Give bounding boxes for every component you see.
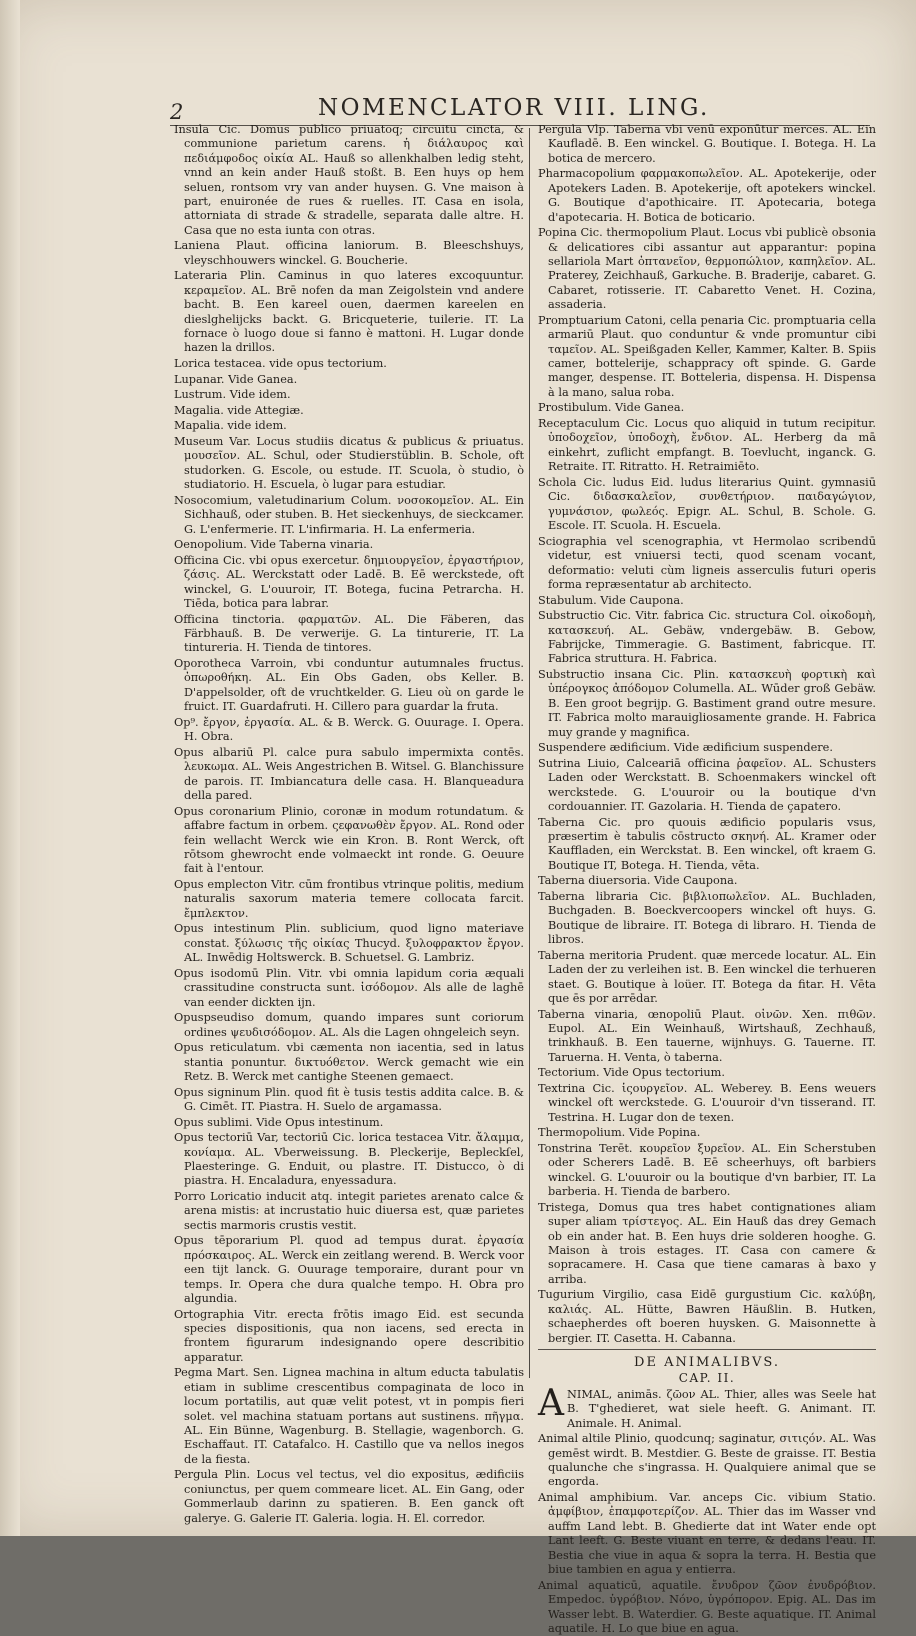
dictionary-entry: Op⁹. ἔργον, ἐργασία. AL. & B. Werck. G. Ouurage. I. Opera. H. Obra.	[174, 715, 524, 744]
dictionary-entry: Porro Loricatio inducit atq. integit parietes arenato calce & arena mistis: at incrustatio huic diuersa est, quæ parietes sectis marmoris crustis vestit.	[174, 1189, 524, 1232]
dictionary-entry: Tonstrina Terēt. κουρεῖον ξυρεῖον. AL. Ein Scherstuben oder Scherers Ladē. B. Eē scheerhuys, oft barbiers winckel. G. L'ouuroir ou la boutique d'vn barbier, IT. La barberia. H. Tienda de barbero.	[538, 1141, 876, 1199]
dictionary-entry: Suspendere ædificium. Vide ædificium suspendere.	[538, 741, 833, 755]
dictionary-entry: Opus isodomū Plin. Vitr. vbi omnia lapidum coria æquali crassitudine constructa sunt. ἰσόδομον. Als alle de laghē van eender dickten ijn.	[174, 966, 524, 1009]
dictionary-entry: Lorica testacea. vide opus tectorium.	[174, 357, 387, 371]
page-number: 2	[170, 100, 184, 124]
dictionary-entry: Sciographia vel scenographia, vt Hermolao scribendū videtur, est vniuersi tecti, quod scenam vocant, deformatio: veluti cùm ligneis asserculis futuri operis forma repræsentatur ab architecto.	[538, 534, 876, 591]
dictionary-entry: Opus signinum Plin. quod fit è tusis testis addita calce. B. & G. Cimēt. IT. Piastra. H. Suelo de argamassa.	[174, 1085, 524, 1113]
dictionary-entry: Substructio insana Cic. Plin. κατασκευὴ φορτικὴ καὶ ὑπέρογκος ἀπόδομον Columella. AL. Wūder groß Gebäw. B. Een groot begrijp. G. Bastiment grand outre mesure. IT. Fabrica molto marauigliosamente grande. H. Fabrica muy grande y magnifica.	[538, 667, 876, 739]
running-title: NOMENCLATOR VIII. LING.	[318, 95, 710, 121]
dictionary-entry: Animal altile Plinio, quodcunq; saginatur, σιτιςόν. AL. Was gemēst wirdt. B. Mestdier. G. Beste de graisse. IT. Bestia qualunche che s'ingrassa. H. Qualquiere animal que se engorda.	[538, 1432, 876, 1489]
left-column	[174, 123, 524, 1525]
dictionary-entry: Textrina Cic. ἱςουργεῖον. AL. Weberey. B. Eens weuers winckel oft werckstede. G. L'ouuroir d'vn tisserand. IT. Testrina. H. Lugar don de texen.	[538, 1081, 876, 1124]
dictionary-entry: Taberna libraria Cic. βιβλιοπωλεῖον. AL. Buchladen, Buchgaden. B. Boeckvercoopers winckel oft huys. G. Boutique de libraire. IT. Botega di libraro. H. Tienda de libros.	[538, 889, 876, 947]
dictionary-entry: Receptaculum Cic. Locus quo aliquid in tutum recipitur. ὑποδοχεῖον, ὑποδοχὴ, ἔνδιον. AL. Herberg da mā einkehrt, zuflicht empfangt. B. Toevlucht, inganck. G. Retraite. IT. Ritratto. H. Retraimiēto.	[538, 417, 876, 474]
dictionary-entry: Officina Cic. vbi opus exercetur. δημιουργεῖον, ἐργαστήριον, ζάσις. AL. Werckstatt oder Ladē. B. Eē werckstede, oft winckel, G. L'ouuroir, IT. Botega, fucina Petrarcha. H. Tiēda, botica para labrar.	[174, 553, 524, 611]
dictionary-entry: Prostibulum. Vide Ganea.	[538, 401, 685, 415]
dictionary-entry: Pergula Vlp. Taberna vbi venū exponūtur merces. AL. Ein Kaufladē. B. Een winckel. G. Boutique. I. Botega. H. La botica de mercero.	[538, 123, 876, 165]
page-gutter-shadow	[0, 0, 20, 1536]
dictionary-entry: Substructio Cic. Vitr. fabrica Cic. structura Col. οἰκοδομὴ, κατασκευή. AL. Gebäw, vndergebäw. B. Gebow, Fabrijcke, Timmeragie. G. Bastiment, fabricque. IT. Fabrica struttura. H. Fabrica.	[538, 609, 876, 666]
dictionary-entry: Promptuarium Catoni, cella penaria Cic. promptuaria cella armariū Plaut. quo conduntur & vnde promuntur cibi ταμεῖον. AL. Speißgaden Keller, Kammer, Kalter. B. Spiis camer, bottelerije, schappracy oft spinde. G. Garde manger, despense. IT. Botteleria, dispensa. H. Dispensa à la mano, salua roba.	[538, 313, 876, 399]
dictionary-entry: Animal aquaticū, aquatile. ἔνυδρον ζῶον ἐνυδρόβιον. Empedoc. ὑγρόβιον. Νόνο, ὑγρόπορον. Epig. AL. Das im Wasser lebt. B. Waterdier. G. Beste aquatique. IT. Animal aquatile. H. Lo que biue en agua.	[538, 1578, 876, 1635]
dictionary-entry: Tristega, Domus qua tres habet contignationes aliam super aliam τρίστεγος. AL. Ein Hauß das drey Gemach ob ein ander hat. B. Een huys drie solderen hooghe. G. Maison à trois estages. IT. Casa con camere & sopracamere. H. Casa que tiene camaras à baxo y arriba.	[538, 1200, 876, 1286]
dictionary-entry: Taberna vinaria, œnopoliū Plaut. οἰνῶν. Xen. πιθῶν. Eupol. AL. Ein Weinhauß, Wirtshauß, Zechhauß, trinkhauß. B. Een tauerne, wijnhuys. G. Tauerne. IT. Taruerna. H. Venta, ò taberna.	[538, 1007, 876, 1064]
dictionary-entry: Tectorium. Vide Opus tectorium.	[538, 1066, 725, 1080]
dictionary-entry: Pergula Plin. Locus vel tectus, vel dio expositus, ædificiis coniunctus, per quem commeare licet. AL. Ein Gang, oder Gommerlaub darinn zu spatieren. B. Een ganck oft galerye. G. Galerie IT. Galeria. logia. H. El. corredor.	[174, 1468, 524, 1525]
dictionary-entry: Opus emplecton Vitr. cūm frontibus vtrinque politis, medium naturalis saxorum materia temere collocata farcit. ἔμπλεκτον.	[174, 877, 524, 920]
dictionary-entry: Mapalia. vide idem.	[174, 419, 287, 433]
dictionary-entry: Popina Cic. thermopolium Plaut. Locus vbi publicè obsonia & delicatiores cibi assantur aut apparantur: popina sellariola Mart ὀπτανεῖον, θερμοπώλιον, καπηλεῖον. AL. Praterey, Zeichhauß, Garkuche. B. Braderije, cabaret. G. Cabaret, rotisserie. IT. Cabaretto Venet. H. Cozina, assaderia.	[538, 226, 876, 312]
dictionary-entry: Taberna diuersoria. Vide Caupona.	[538, 874, 738, 888]
section-title: DE ANIMALIBVS.	[634, 1355, 780, 1371]
dictionary-entry: Schola Cic. ludus Eid. ludus literarius Quint. gymnasiū Cic. διδασκαλεῖον, συνθετήριον. παιδαγώγιον, γυμνάσιον, φωλεός. Epigr. AL. Schul, B. Schole. G. Escole. IT. Scuola. H. Escuela.	[538, 475, 876, 533]
dictionary-entry: Lupanar. Vide Ganea.	[174, 372, 298, 386]
dictionary-entry: Officina tinctoria. φαρματῶν. AL. Die Fäberen, das Färbhauß. B. De verwerije. G. La tinturerie, IT. La tintureria. H. Tienda de tintores.	[174, 612, 524, 655]
dictionary-entry: Opus tectoriū Var, tectoriū Cic. lorica testacea Vitr. ἄλαμμα, κονίαμα. AL. Vberweissung. B. Pleckerije, Bepleckſel, Plaesteringe. G. Enduit, ou plastre. IT. Distucco, ò di piastra. H. Encaladura, enyessadura.	[174, 1131, 524, 1188]
dictionary-entry: Sutrina Liuio, Calceariā officina ῥαφεῖον. AL. Schusters Laden oder Werckstatt. B. Schoenmakers winckel oft werckstede. G. L'ouuroir ou la boutique d'vn cordouannier. IT. Gazolaria. H. Tienda de çapatero.	[538, 756, 876, 813]
dictionary-entry: Magalia. vide Attegiæ.	[174, 403, 304, 417]
dictionary-entry: Opus coronarium Plinio, coronæ in modum rotundatum. & affabre factum in orbem. ςεφανωθὲν ἔργον. AL. Rond oder fein wellacht Werck wie ein Kron. B. Ront Werck, oft rōtsom ghewrocht ende volmaeckt int ronde. G. Oeuure fait à l'entour.	[174, 804, 524, 876]
dictionary-entry: Oenopolium. Vide Taberna vinaria.	[174, 538, 374, 552]
dictionary-entry: Laniena Plaut. officina laniorum. B. Bleeschshuys, vleyschhouwers winckel. G. Boucherie.	[174, 239, 524, 267]
dictionary-entry: Tugurium Virgilio, casa Eidē gurgustium Cic. καλύβη, καλιάς. AL. Hütte, Bawren Häußlin. B. Hutken, schaepherdes oft boeren huysken. G. Maisonnette à bergier. IT. Casetta. H. Cabanna.	[538, 1288, 876, 1345]
first-entry-text: NIMAL, animās. ζῶον AL. Thier, alles was Seele hat B. T'ghedieret, wat siele heeft. G. Animant. IT. Animale. H. Animal.	[567, 1387, 876, 1430]
dictionary-entry: Thermopolium. Vide Popina.	[538, 1126, 701, 1140]
chapter-heading: CAP. II.	[678, 1371, 736, 1386]
dictionary-entry: Opus albariū Pl. calce pura sabulo impermixta contēs. λευκωμα. AL. Weis Angestrichen B. Witsel. G. Blanchissure de parois. IT. Imbiancatura delle casa. H. Blanqueadura della pared.	[174, 745, 524, 803]
dictionary-entry: Opus tēporarium Pl. quod ad tempus durat. ἐργασία πρόσκαιρος. AL. Werck ein zeitlang werend. B. Werck voor een tijt lanck. G. Ouurage temporaire, durant pour vn temps. Ir. Opera che dura qualche tempo. H. Obra pro algundia.	[174, 1234, 524, 1305]
drop-cap-initial: A	[538, 1382, 564, 1424]
right-column-entries	[538, 123, 876, 1346]
dictionary-entry: Animal amphibium. Var. anceps Cic. vibium Statio. ἀμφίβιον, ἐπαμφοτερίζον. AL. Thier das im Wasser vnd auffm Land lebt. B. Ghedierte dat int Water ende opt Lant leeft. G. Beste viuant en terre, & dedans l'eau. IT. Bestia che viue in aqua & sopra la terra. H. Bestia que biue tambien en agua y entierra.	[538, 1491, 876, 1577]
dictionary-entry: Opus sublimi. Vide Opus intestinum.	[174, 1115, 384, 1129]
dictionary-entry: Lustrum. Vide idem.	[174, 388, 291, 402]
section-entries	[538, 1432, 876, 1636]
dictionary-entry: Insula Cic. Domus publico priuatoq; circuitu cincta, & communione parietum carens. ἡ διάλαυρος καὶ πεδιάμφοδος οἰκία AL. Hauß so allenkhalben ledig steht, vnnd an kein ander Hauß stoßt. B. Een huys op hem seluen, rontsom vry van ander huysen. G. Vne maison à part, enuironée de rues & ruelles. IT. Casa en isola, attorniata di strade & stradelle, separata dalle altre. H. Casa que no esta iunta con otras.	[174, 123, 524, 237]
section-rule	[538, 1349, 876, 1350]
right-column	[538, 123, 876, 1635]
dictionary-entry: Museum Var. Locus studiis dicatus & publicus & priuatus. μουσεῖον. AL. Schul, oder Studierstüblin. B. Schole, oft studorken. G. Escole, ou estude. IT. Scuola, ò studio, ò studiatorio. H. Escuela, ò lugar para estudiar.	[174, 435, 524, 492]
dictionary-entry: Ortographia Vitr. erecta frōtis imago Eid. est secunda species dispositionis, qua non iacens, sed erecta in frontem figurarum indesignando opere describitio apparatur.	[174, 1307, 524, 1364]
dictionary-entry: Opuspseudiso domum, quando impares sunt coriorum ordines ψευδισόδομον. AL. Als die Lagen ohngeleich seyn.	[174, 1011, 524, 1039]
dictionary-entry: Stabulum. Vide Caupona.	[538, 593, 684, 607]
dictionary-entry: Taberna Cic. pro quouis ædificio popularis vsus, præsertim è tabulis cōstructo σκηνή. AL. Kramer oder Kauffladen, ein Werckstat. B. Een winckel, oft kraem G. Boutique IT, Botega. H. Tienda, vēta.	[538, 815, 876, 872]
dictionary-entry: Opus reticulatum. vbi cæmenta non iacentia, sed in latus stantia ponuntur. δικτυόθετον. Werck gemacht wie ein Retz. B. Werck met cantighe Steenen gemaect.	[174, 1041, 524, 1083]
dictionary-entry: Taberna meritoria Prudent. quæ mercede locatur. AL. Ein Laden der zu verleihen ist. B. Een winckel die terhueren staet. G. Boutique à loüer. IT. Botega da fitar. H. Vēta que ēs por arrēdar.	[538, 948, 876, 1005]
dictionary-entry: Pegma Mart. Sen. Lignea machina in altum educta tabulatis etiam in sublime crescentibus compaginata de loco in locum portatilis, aut quæ velit potest, vt in pompis fieri solet. vel machina statuam portans aut sustinens. πῆγμα. AL. Ein Bünne, Wagenburg. B. Stellagie, wagenborch. G. Eschaffaut. IT. Catafalco. H. Castillo que va nellos inegos de la fiesta.	[174, 1366, 524, 1466]
column-divider	[529, 128, 530, 1378]
dictionary-entry: Nosocomium, valetudinarium Colum. νοσοκομεῖον. AL. Ein Sichhauß, oder stuben. B. Het sieckenhuys, de sieckcamer. G. L'enfermerie. IT. L'infirmaria. H. La enfermeria.	[174, 493, 524, 536]
dictionary-entry: Lateraria Plin. Caminus in quo lateres excoquuntur. κεραμεῖον. AL. Brē nofen da man Zeigolstein vnd andere bacht. B. Een kareel ouen, daermen kareelen en dieslghelijcks backt. G. Bricqueterie, tuilerie. IT. La fornace ò luogo doue si fanno è mattoni. H. Lugar donde hazen la drillos.	[174, 269, 524, 355]
first-entry	[538, 1382, 876, 1431]
dictionary-entry: Pharmacopolium φαρμακοπωλεῖον. AL. Apotekerije, oder Apotekers Laden. B. Apotekerije, oft apotekers winckel. G. Boutique d'apothicaire. IT. Apotecaria, botega d'apotecaria. H. Botica de boticario.	[538, 167, 876, 224]
dictionary-entry: Oporotheca Varroin, vbi conduntur autumnales fructus. ὀπωροθήκη. AL. Ein Obs Gaden, obs Keller. B. D'appelsolder, oft de vruchtkelder. G. Lieu où on garde le fruict. IT. Guardafruti. H. Cillero para guardar la fruta.	[174, 657, 524, 714]
dictionary-entry: Opus intestinum Plin. sublicium, quod ligno materiave constat. ξύλωσις τῆς οἰκίας Thucyd. ξυλοφρακτον ἔργον. AL. Inwēdig Holtswerck. B. Schuetsel. G. Lambriz.	[174, 922, 524, 965]
